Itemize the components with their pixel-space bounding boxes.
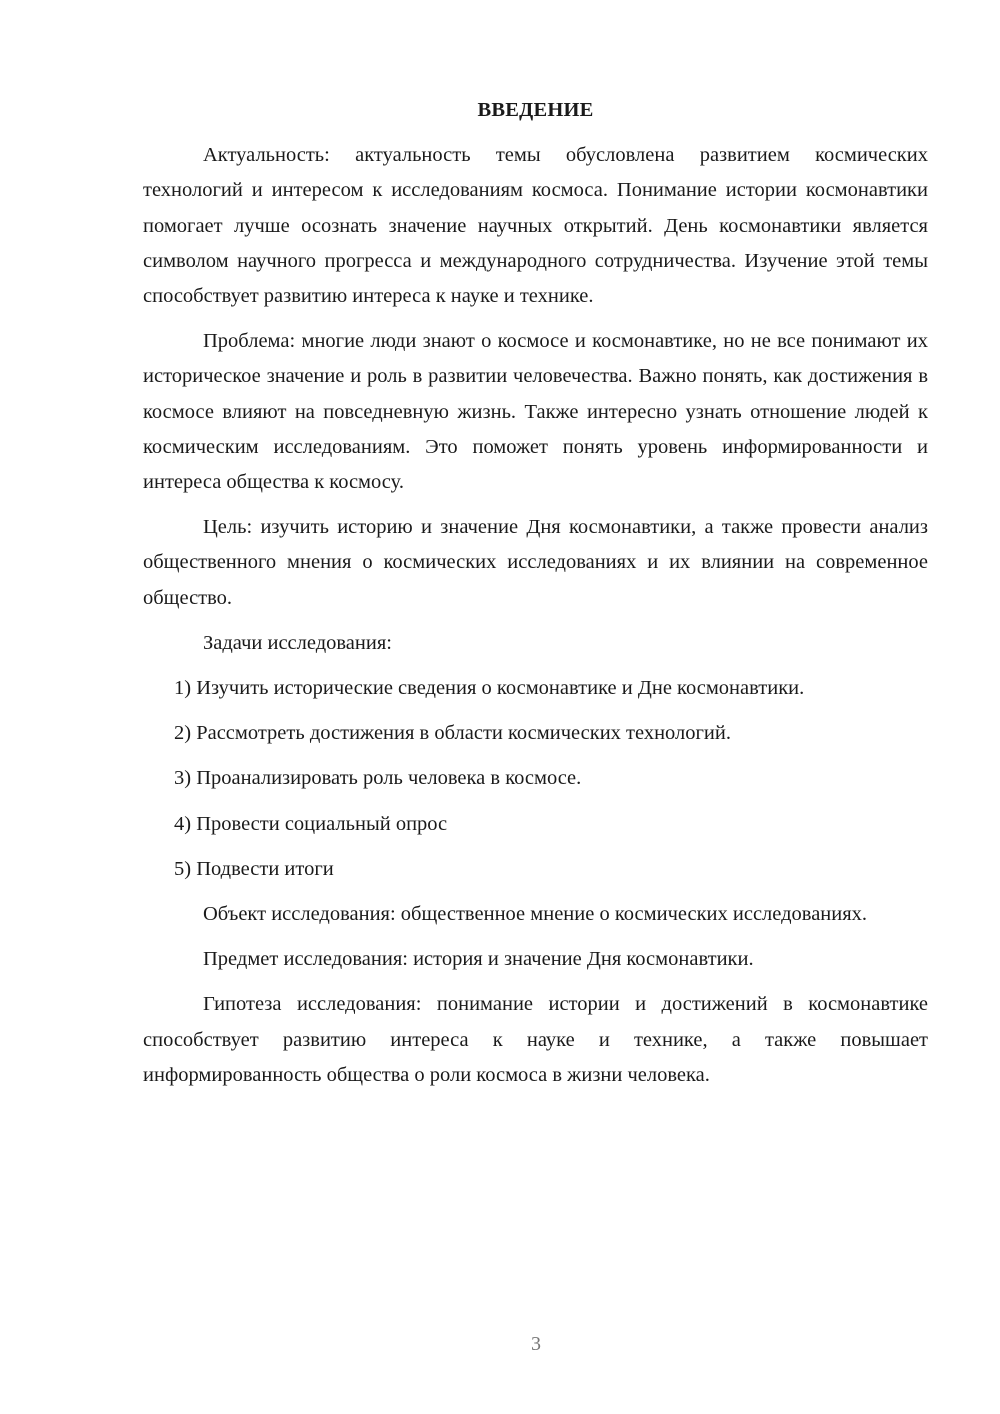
tasks-heading: Задачи исследования: — [203, 631, 392, 654]
task-item-1: 1) Изучить исторические сведения о космонавтике и Дне космонавтики. — [174, 677, 805, 700]
paragraph-subject: Предмет исследования: история и значение Дня космонавтики. — [203, 948, 754, 971]
paragraph-goal: Цель: изучить историю и значение Дня космонавтики, а также провести анализ общественного мнения о космических исследованиях и их влиянии на современное общество. — [143, 516, 928, 609]
task-item-2: 2) Рассмотреть достижения в области космических технологий. — [174, 722, 731, 745]
page-number: 3 — [531, 1333, 541, 1355]
task-item-5: 5) Подвести итоги — [174, 857, 334, 880]
paragraph-problem: Проблема: многие люди знают о космосе и космонавтике, но не все понимают их историческое значение и роль в развитии человечества. Важно понять, как достижения в космосе влияют на повседневную жизнь. Также интересно узнать отношение людей к космическим исследованиям. Это поможет понять уровень информированности и интереса общества к космосу. — [143, 330, 928, 494]
task-item-3: 3) Проанализировать роль человека в космосе. — [174, 767, 582, 790]
paragraph-hypothesis: Гипотеза исследования: понимание истории и достижений в космонавтике способствует развитию интереса к науке и технике, а также повышает информированность общества о роли космоса в жизни человека. — [143, 993, 928, 1086]
paragraph-object: Объект исследования: общественное мнение о космических исследованиях. — [203, 903, 868, 926]
section-title: ВВЕДЕНИЕ — [477, 99, 594, 121]
tasks-list — [143, 671, 928, 887]
task-item-4: 4) Провести социальный опрос — [174, 812, 448, 835]
document-page — [143, 93, 928, 1093]
paragraph-relevance: Актуальность: актуальность темы обусловлена развитием космических технологий и интересом к исследованиям космоса. Понимание истории космонавтики помогает лучше осознать значение научных открытий. День космонавтики является символом научного прогресса и международного сотрудничества. Изучение этой темы способствует развитию интереса к науке и технике. — [143, 144, 928, 308]
